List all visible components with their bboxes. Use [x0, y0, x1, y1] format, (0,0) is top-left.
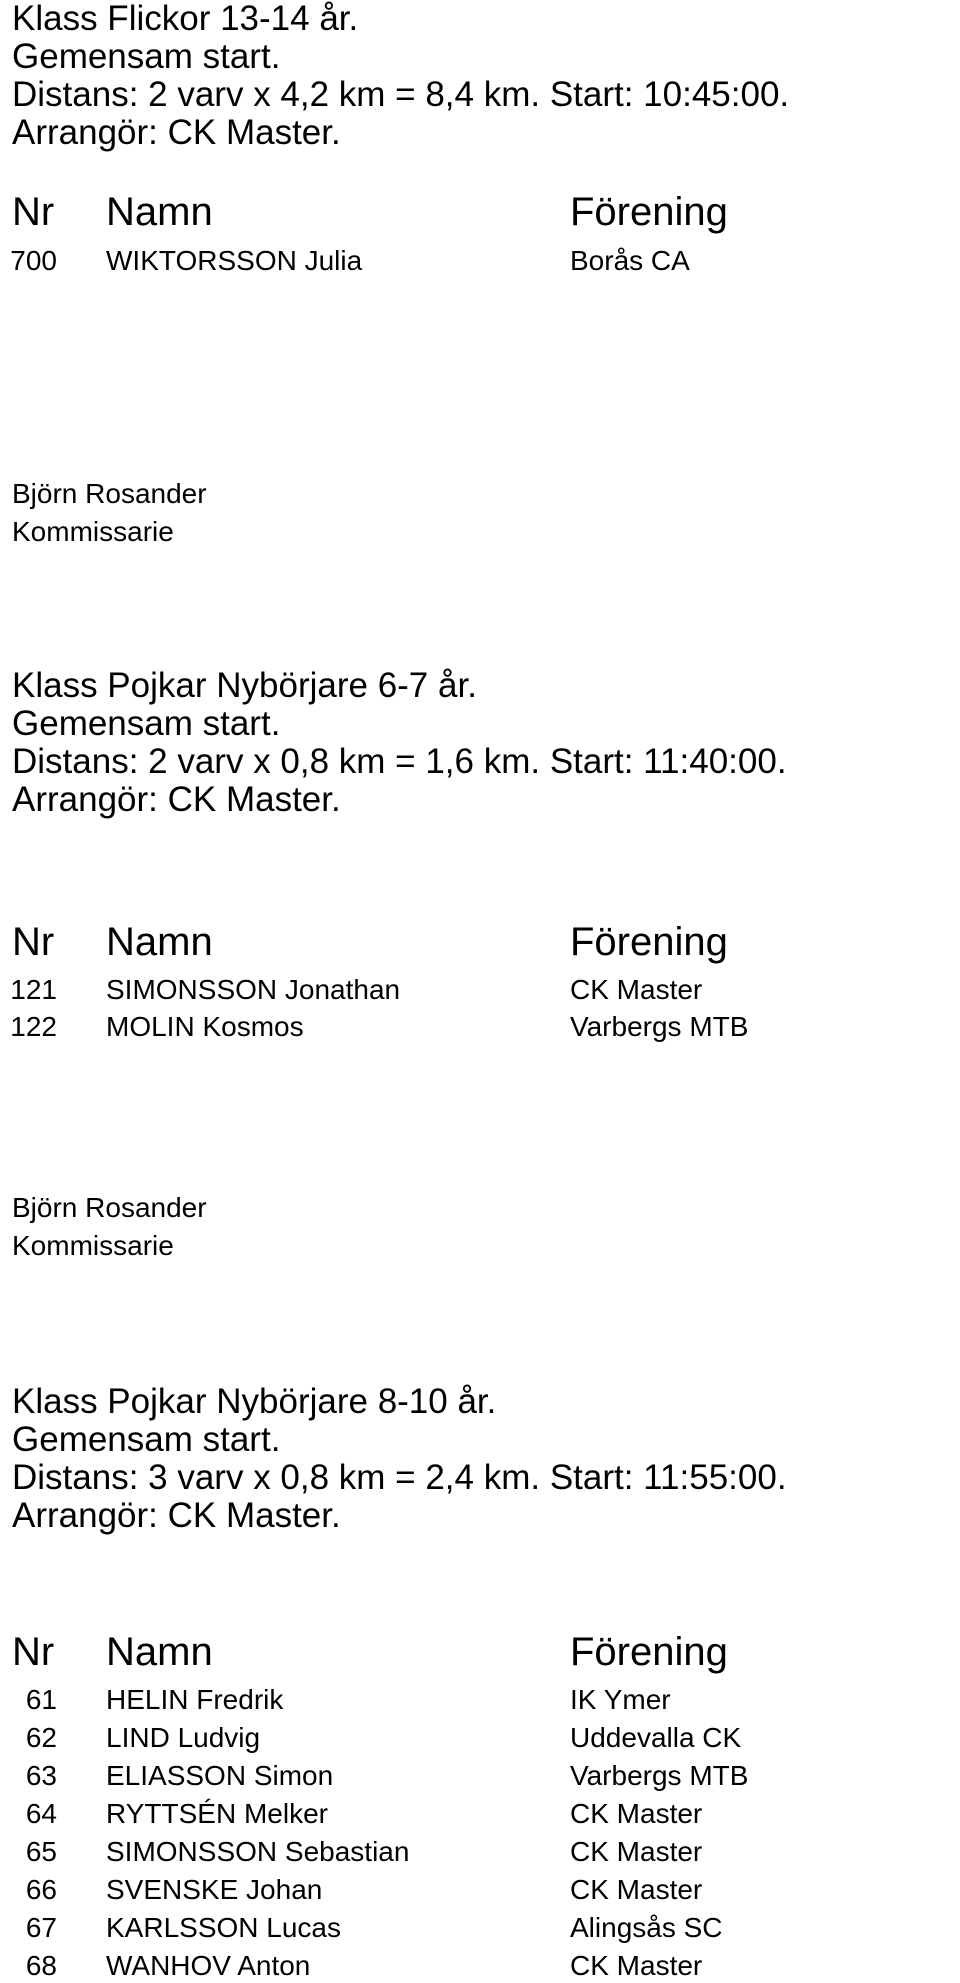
- organizer: Arrangör: CK Master.: [12, 1496, 341, 1535]
- table-row: [0, 1947, 960, 1983]
- start-type: Gemensam start.: [12, 1420, 281, 1459]
- table-row: [0, 971, 960, 1008]
- column-header-name: Namn: [106, 190, 213, 234]
- column-header-nr: Nr: [12, 190, 55, 234]
- start-type: Gemensam start.: [12, 37, 281, 76]
- rider-club: Varbergs MTB: [570, 1011, 749, 1042]
- rider-number: 65: [25, 1836, 57, 1867]
- official-name: Björn Rosander: [12, 1192, 207, 1223]
- rider-name: SVENSKE Johan: [106, 1874, 323, 1905]
- rider-number: 67: [25, 1912, 57, 1943]
- rider-club: Varbergs MTB: [570, 1760, 749, 1791]
- organizer: Arrangör: CK Master.: [12, 780, 341, 819]
- column-header-name: Namn: [106, 1630, 213, 1674]
- rider-number: 66: [25, 1874, 57, 1905]
- start-type: Gemensam start.: [12, 704, 281, 743]
- rider-club: Borås CA: [570, 245, 690, 276]
- table-row: [0, 1909, 960, 1946]
- official-role: Kommissarie: [12, 516, 174, 547]
- table-row: [0, 1008, 960, 1045]
- column-header-nr: Nr: [12, 1630, 55, 1674]
- organizer: Arrangör: CK Master.: [12, 113, 341, 152]
- official-name: Björn Rosander: [12, 478, 207, 509]
- table-row: [0, 1833, 960, 1870]
- rider-club: Uddevalla CK: [570, 1722, 742, 1753]
- rider-name: LIND Ludvig: [106, 1722, 261, 1753]
- rider-number: 62: [25, 1722, 57, 1753]
- table-row: [0, 1681, 960, 1718]
- table-row: [0, 1871, 960, 1908]
- rider-number: 700: [10, 245, 57, 276]
- column-header-name: Namn: [106, 920, 213, 964]
- rider-club: CK Master: [570, 1874, 703, 1905]
- rider-name: ELIASSON Simon: [106, 1760, 334, 1791]
- rider-club: Alingsås SC: [570, 1912, 723, 1943]
- rider-number: 63: [25, 1760, 57, 1791]
- rider-club: CK Master: [570, 974, 703, 1005]
- rider-club: CK Master: [570, 1950, 703, 1981]
- rider-name: KARLSSON Lucas: [106, 1912, 341, 1943]
- official-role: Kommissarie: [12, 1230, 174, 1261]
- table-row: [0, 1757, 960, 1794]
- rider-name: MOLIN Kosmos: [106, 1011, 304, 1042]
- rider-name: SIMONSSON Sebastian: [106, 1836, 410, 1867]
- rider-name: HELIN Fredrik: [106, 1684, 284, 1715]
- table-row: [0, 1719, 960, 1756]
- rider-name: SIMONSSON Jonathan: [106, 974, 401, 1005]
- rider-club: CK Master: [570, 1798, 703, 1829]
- class-title: Klass Pojkar Nybörjare 6-7 år.: [12, 666, 477, 705]
- distance-info: Distans: 2 varv x 4,2 km = 8,4 km. Start: 10:45:00.: [12, 75, 790, 114]
- rider-name: WIKTORSSON Julia: [106, 245, 363, 276]
- rider-number: 122: [10, 1011, 57, 1042]
- column-header-club: Förening: [570, 1630, 728, 1674]
- column-header-club: Förening: [570, 920, 728, 964]
- rider-name: RYTTSÉN Melker: [106, 1798, 328, 1829]
- rider-number: 64: [25, 1798, 57, 1829]
- column-header-club: Förening: [570, 190, 728, 234]
- class-title: Klass Flickor 13-14 år.: [12, 0, 359, 38]
- rider-number: 121: [10, 974, 57, 1005]
- rider-number: 68: [25, 1950, 57, 1981]
- rider-number: 61: [25, 1684, 57, 1715]
- table-row: [0, 1795, 960, 1832]
- rider-name: WANHOV Anton: [106, 1950, 311, 1981]
- column-header-nr: Nr: [12, 920, 55, 964]
- rider-club: IK Ymer: [570, 1684, 671, 1715]
- table-row: [0, 242, 960, 279]
- distance-info: Distans: 2 varv x 0,8 km = 1,6 km. Start: 11:40:00.: [12, 742, 787, 781]
- class-title: Klass Pojkar Nybörjare 8-10 år.: [12, 1382, 497, 1421]
- rider-club: CK Master: [570, 1836, 703, 1867]
- distance-info: Distans: 3 varv x 0,8 km = 2,4 km. Start: 11:55:00.: [12, 1458, 787, 1497]
